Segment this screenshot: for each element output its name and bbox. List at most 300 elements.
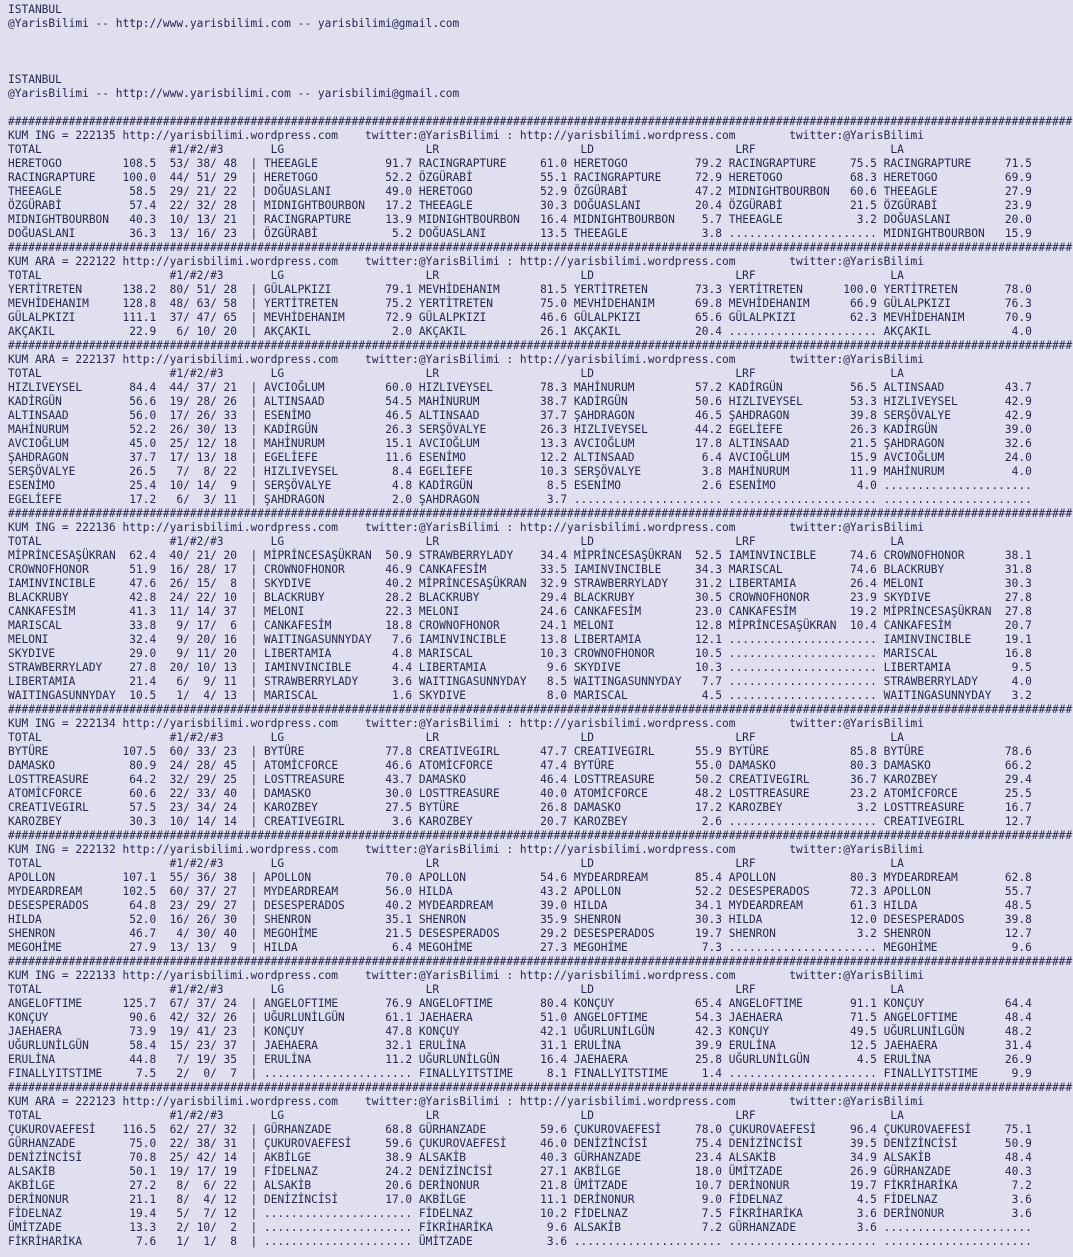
table-row — [8, 283, 1073, 297]
pipe-separator: | — [237, 619, 264, 632]
lg-cell: JAEHAERA 32.1 — [263, 1039, 419, 1052]
la-cell: FİDELNAZ 3.6 — [883, 1193, 1032, 1206]
section-separator: ############################################################################################################################################################## — [8, 115, 1073, 128]
total-cell: MELONI 32.4 — [8, 633, 157, 646]
total-cell: ANGELOFTIME 125.7 — [8, 997, 157, 1010]
record-cell: 60/ 33/ 23 — [156, 745, 238, 758]
lg-cell: GÜLALPKIZI 79.1 — [263, 283, 419, 296]
la-cell: ŞAHDRAGON 32.6 — [883, 437, 1032, 450]
lr-cell: JAEHAERA 51.0 — [418, 1011, 574, 1024]
la-cell: MİPRİNCESAŞÜKRAN 27.8 — [883, 605, 1032, 618]
section-header: KUM ARA = 222123 http://yarisbilimi.wordpress.com twitter:@YarisBilimi : http://yarisbilimi.wordpress.com twitter:@YarisBilimi — [8, 1095, 925, 1108]
table-row — [8, 1039, 1073, 1053]
record-cell: 10/ 13/ 21 — [156, 213, 238, 226]
la-cell: KAROZBEY 29.4 — [883, 773, 1032, 786]
pipe-separator: | — [237, 577, 264, 590]
pipe-separator: | — [237, 1179, 264, 1192]
lr-cell: ATOMİCFORCE 47.4 — [418, 759, 574, 772]
total-cell: DENİZİNCİSİ 70.8 — [8, 1151, 157, 1164]
la-cell: GÜLALPKIZI 76.3 — [883, 297, 1032, 310]
record-cell: 32/ 29/ 25 — [156, 773, 238, 786]
lrf-cell: ...................... — [728, 689, 884, 702]
lr-cell: ALTINSAAD 37.7 — [418, 409, 574, 422]
ld-cell: IAMINVINCIBLE 34.3 — [573, 563, 729, 576]
lr-cell: MİPRİNCESAŞÜKRAN 32.9 — [418, 577, 574, 590]
lr-cell: CREATIVEGIRL 47.7 — [418, 745, 574, 758]
table-row — [8, 577, 1073, 591]
lrf-cell: MARISCAL 74.6 — [728, 563, 884, 576]
ld-cell: MARISCAL 4.5 — [573, 689, 729, 702]
lrf-cell: ...................... — [728, 1067, 884, 1080]
lg-cell: UĞURLUNİLGÜN 61.1 — [263, 1011, 419, 1024]
pipe-separator: | — [237, 941, 264, 954]
lrf-cell: ...................... — [728, 661, 884, 674]
lrf-cell: MEVHİDEHANIM 66.9 — [728, 297, 884, 310]
total-cell: FİDELNAZ 19.4 — [8, 1207, 157, 1220]
column-header-row: TOTAL #1/#2/#3 LG LR LD LRF LA — [8, 269, 904, 282]
la-cell: IAMINVINCIBLE 19.1 — [883, 633, 1032, 646]
lrf-cell: LOSTTREASURE 23.2 — [728, 787, 884, 800]
section-header: KUM ARA = 222122 http://yarisbilimi.wordpress.com twitter:@YarisBilimi : http://yarisbilimi.wordpress.com twitter:@YarisBilimi — [8, 255, 925, 268]
lrf-cell: GÜRHANZADE 3.6 — [728, 1221, 884, 1234]
table-row — [8, 493, 1073, 507]
lr-cell: AVCIOĞLUM 13.3 — [418, 437, 574, 450]
record-cell: 26/ 15/ 8 — [156, 577, 238, 590]
lr-cell: FINALLYITSTIME 8.1 — [418, 1067, 574, 1080]
pipe-separator: | — [237, 675, 264, 688]
lg-cell: HILDA 6.4 — [263, 941, 419, 954]
total-cell: UĞURLUNİLGÜN 58.4 — [8, 1039, 157, 1052]
table-row — [8, 1123, 1073, 1137]
record-cell: 23/ 29/ 27 — [156, 899, 238, 912]
total-cell: LOSTTREASURE 64.2 — [8, 773, 157, 786]
total-cell: AKBİLGE 27.2 — [8, 1179, 157, 1192]
pipe-separator: | — [237, 885, 264, 898]
lrf-cell: MİPRİNCESAŞÜKRAN 10.4 — [728, 619, 884, 632]
pipe-separator: | — [237, 185, 264, 198]
lrf-cell: AVCIOĞLUM 15.9 — [728, 451, 884, 464]
lr-cell: ÇUKUROVAEFESİ 46.0 — [418, 1137, 574, 1150]
record-cell: 9/ 17/ 6 — [156, 619, 238, 632]
table-row — [8, 185, 1073, 199]
section-separator: ############################################################################################################################################################## — [8, 829, 1073, 842]
ld-cell: ÖZGÜRABİ 47.2 — [573, 185, 729, 198]
ld-cell: MIDNIGHTBOURBON 5.7 — [573, 213, 729, 226]
la-cell: ...................... — [883, 1221, 1032, 1234]
total-cell: AVCIOĞLUM 45.0 — [8, 437, 157, 450]
record-cell: 2/ 10/ 2 — [156, 1221, 238, 1234]
lr-cell: ALSAKİB 40.3 — [418, 1151, 574, 1164]
la-cell: ÖZGÜRABİ 23.9 — [883, 199, 1032, 212]
la-cell: KONÇUY 64.4 — [883, 997, 1032, 1010]
record-cell: 44/ 51/ 29 — [156, 171, 238, 184]
lg-cell: SHENRON 35.1 — [263, 913, 419, 926]
lg-cell: KONÇUY 47.8 — [263, 1025, 419, 1038]
table-row — [8, 773, 1073, 787]
lrf-cell: ...................... — [728, 815, 884, 828]
record-cell: 1/ 4/ 13 — [156, 689, 238, 702]
ld-cell: CROWNOFHONOR 10.5 — [573, 647, 729, 660]
section-header: KUM ING = 222134 http://yarisbilimi.wordpress.com twitter:@YarisBilimi : http://yarisbilimi.wordpress.com twitter:@YarisBilimi — [8, 717, 925, 730]
lrf-cell: ÇUKUROVAEFESİ 96.4 — [728, 1123, 884, 1136]
lrf-cell: FİKRİHARİKA 3.6 — [728, 1207, 884, 1220]
ld-cell: DESESPERADOS 19.7 — [573, 927, 729, 940]
total-cell: YERTİTRETEN 138.2 — [8, 283, 157, 296]
lg-cell: CROWNOFHONOR 46.9 — [263, 563, 419, 576]
record-cell: 24/ 22/ 10 — [156, 591, 238, 604]
pipe-separator: | — [237, 1039, 264, 1052]
pipe-separator: | — [237, 605, 264, 618]
la-cell: CROWNOFHONOR 38.1 — [883, 549, 1032, 562]
record-cell: 10/ 14/ 14 — [156, 815, 238, 828]
lr-cell: YERTİTRETEN 75.0 — [418, 297, 574, 310]
lg-cell: MARISCAL 1.6 — [263, 689, 419, 702]
ld-cell: ...................... — [573, 1235, 729, 1248]
table-row — [8, 451, 1073, 465]
lr-cell: AKBİLGE 11.1 — [418, 1193, 574, 1206]
table-row — [8, 997, 1073, 1011]
la-cell: MELONI 30.3 — [883, 577, 1032, 590]
lr-cell: UĞURLUNİLGÜN 16.4 — [418, 1053, 574, 1066]
lrf-cell: GÜLALPKIZI 62.3 — [728, 311, 884, 324]
pipe-separator: | — [237, 395, 264, 408]
lrf-cell: ÖZGÜRABİ 21.5 — [728, 199, 884, 212]
lg-cell: THEEAGLE 91.7 — [263, 157, 419, 170]
table-row — [8, 549, 1073, 563]
lr-cell: ESENİMO 12.2 — [418, 451, 574, 464]
total-cell: ATOMİCFORCE 60.6 — [8, 787, 157, 800]
total-cell: HIZLIVEYSEL 84.4 — [8, 381, 157, 394]
ld-cell: JAEHAERA 25.8 — [573, 1053, 729, 1066]
table-row — [8, 171, 1073, 185]
la-cell: STRAWBERRYLADY 4.0 — [883, 675, 1032, 688]
table-row — [8, 395, 1073, 409]
ld-cell: MELONI 12.8 — [573, 619, 729, 632]
lrf-cell: KAROZBEY 3.2 — [728, 801, 884, 814]
lg-cell: CREATIVEGIRL 3.6 — [263, 815, 419, 828]
lrf-cell: ALTINSAAD 21.5 — [728, 437, 884, 450]
total-cell: MEVHİDEHANIM 128.8 — [8, 297, 157, 310]
record-cell: 13/ 16/ 23 — [156, 227, 238, 240]
lrf-cell: CREATIVEGIRL 36.7 — [728, 773, 884, 786]
lg-cell: APOLLON 70.0 — [263, 871, 419, 884]
pipe-separator: | — [237, 773, 264, 786]
table-row — [8, 1053, 1073, 1067]
record-cell: 15/ 23/ 37 — [156, 1039, 238, 1052]
ld-cell: CREATIVEGIRL 55.9 — [573, 745, 729, 758]
lrf-cell: JAEHAERA 71.5 — [728, 1011, 884, 1024]
lrf-cell: SHENRON 3.2 — [728, 927, 884, 940]
table-row — [8, 591, 1073, 605]
record-cell: 7/ 8/ 22 — [156, 465, 238, 478]
record-cell: 20/ 10/ 13 — [156, 661, 238, 674]
table-row — [8, 157, 1073, 171]
ld-cell: ANGELOFTIME 54.3 — [573, 1011, 729, 1024]
record-cell: 17/ 13/ 18 — [156, 451, 238, 464]
lrf-cell: UĞURLUNİLGÜN 4.5 — [728, 1053, 884, 1066]
la-cell: BLACKRUBY 31.8 — [883, 563, 1032, 576]
letterhead-spacer — [8, 31, 1073, 73]
lg-cell: KAROZBEY 27.5 — [263, 801, 419, 814]
total-cell: MYDEARDREAM 102.5 — [8, 885, 157, 898]
la-cell: JAEHAERA 31.4 — [883, 1039, 1032, 1052]
lr-cell: HERETOGO 52.9 — [418, 185, 574, 198]
lrf-cell: ALSAKİB 34.9 — [728, 1151, 884, 1164]
total-cell: AKÇAKIL 22.9 — [8, 325, 157, 338]
la-cell: MARISCAL 16.8 — [883, 647, 1032, 660]
letterhead-contact: @YarisBilimi -- http://www.yarisbilimi.com -- yarisbilimi@gmail.com — [8, 17, 460, 30]
total-cell: DESESPERADOS 64.8 — [8, 899, 157, 912]
total-cell: THEEAGLE 58.5 — [8, 185, 157, 198]
lg-cell: ...................... — [263, 1207, 419, 1220]
table-row — [8, 941, 1073, 955]
la-cell: ANGELOFTIME 48.4 — [883, 1011, 1032, 1024]
la-cell: CREATIVEGIRL 12.7 — [883, 815, 1032, 828]
record-cell: 10/ 14/ 9 — [156, 479, 238, 492]
record-cell: 4/ 30/ 40 — [156, 927, 238, 940]
ld-cell: BYTÜRE 55.0 — [573, 759, 729, 772]
lg-cell: MELONI 22.3 — [263, 605, 419, 618]
table-row — [8, 465, 1073, 479]
la-cell: THEEAGLE 27.9 — [883, 185, 1032, 198]
record-cell: 11/ 14/ 37 — [156, 605, 238, 618]
la-cell: UĞURLUNİLGÜN 48.2 — [883, 1025, 1032, 1038]
lr-cell: APOLLON 54.6 — [418, 871, 574, 884]
record-cell: 16/ 28/ 17 — [156, 563, 238, 576]
lr-cell: BYTÜRE 26.8 — [418, 801, 574, 814]
lg-cell: ALSAKİB 20.6 — [263, 1179, 419, 1192]
lg-cell: ALTINSAAD 54.5 — [263, 395, 419, 408]
lr-cell: FİKRİHARİKA 9.6 — [418, 1221, 574, 1234]
table-row — [8, 745, 1073, 759]
lr-cell: MELONI 24.6 — [418, 605, 574, 618]
ld-cell: SKYDIVE 10.3 — [573, 661, 729, 674]
record-cell: 26/ 30/ 13 — [156, 423, 238, 436]
table-row — [8, 913, 1073, 927]
lrf-cell: EGELİEFE 26.3 — [728, 423, 884, 436]
lrf-cell: HERETOGO 68.3 — [728, 171, 884, 184]
table-row — [8, 479, 1073, 493]
total-cell: LIBERTAMIA 21.4 — [8, 675, 157, 688]
lg-cell: ERULİNA 11.2 — [263, 1053, 419, 1066]
total-cell: ÜMİTZADE 13.3 — [8, 1221, 157, 1234]
pipe-separator: | — [237, 171, 264, 184]
la-cell: KADİRGÜN 39.0 — [883, 423, 1032, 436]
total-cell: STRAWBERRYLADY 27.8 — [8, 661, 157, 674]
la-cell: HIZLIVEYSEL 42.9 — [883, 395, 1032, 408]
pipe-separator: | — [237, 1165, 264, 1178]
ld-cell: UĞURLUNİLGÜN 42.3 — [573, 1025, 729, 1038]
record-cell: 19/ 17/ 19 — [156, 1165, 238, 1178]
ld-cell: ÇUKUROVAEFESİ 78.0 — [573, 1123, 729, 1136]
table-row — [8, 1235, 1073, 1249]
table-row — [8, 1025, 1073, 1039]
section-header: KUM ING = 222136 http://yarisbilimi.wordpress.com twitter:@YarisBilimi : http://yarisbilimi.wordpress.com twitter:@YarisBilimi — [8, 521, 925, 534]
record-cell: 19/ 28/ 26 — [156, 395, 238, 408]
pipe-separator: | — [237, 1123, 264, 1136]
lr-cell: MARISCAL 10.3 — [418, 647, 574, 660]
ld-cell: AKBİLGE 18.0 — [573, 1165, 729, 1178]
pipe-separator: | — [237, 283, 264, 296]
lg-cell: MIDNIGHTBOURBON 17.2 — [263, 199, 419, 212]
la-cell: MEVHİDEHANIM 70.9 — [883, 311, 1032, 324]
record-cell: 37/ 47/ 65 — [156, 311, 238, 324]
lrf-cell: MYDEARDREAM 61.3 — [728, 899, 884, 912]
lg-cell: BLACKRUBY 28.2 — [263, 591, 419, 604]
report-body — [8, 115, 1073, 1249]
record-cell: 17/ 26/ 33 — [156, 409, 238, 422]
table-row — [8, 437, 1073, 451]
pipe-separator: | — [237, 409, 264, 422]
record-cell: 9/ 20/ 16 — [156, 633, 238, 646]
total-cell: FİKRİHARİKA 7.6 — [8, 1235, 157, 1248]
total-cell: EGELİEFE 17.2 — [8, 493, 157, 506]
la-cell: FINALLYITSTIME 9.9 — [883, 1067, 1032, 1080]
la-cell: WAITINGASUNNYDAY 3.2 — [883, 689, 1032, 702]
pipe-separator: | — [237, 871, 264, 884]
total-cell: CREATIVEGIRL 57.5 — [8, 801, 157, 814]
lr-cell: GÜLALPKIZI 46.6 — [418, 311, 574, 324]
lg-cell: LIBERTAMIA 4.8 — [263, 647, 419, 660]
lg-cell: SKYDIVE 40.2 — [263, 577, 419, 590]
lr-cell: WAITINGASUNNYDAY 8.5 — [418, 675, 574, 688]
lr-cell: ÜMİTZADE 3.6 — [418, 1235, 574, 1248]
lg-cell: HIZLIVEYSEL 8.4 — [263, 465, 419, 478]
lg-cell: ESENİMO 46.5 — [263, 409, 419, 422]
total-cell: DOĞUASLANI 36.3 — [8, 227, 157, 240]
pipe-separator: | — [237, 423, 264, 436]
section-header: KUM ARA = 222137 http://yarisbilimi.wordpress.com twitter:@YarisBilimi : http://yarisbilimi.wordpress.com twitter:@YarisBilimi — [8, 353, 925, 366]
lg-cell: DESESPERADOS 40.2 — [263, 899, 419, 912]
lrf-cell: ÜMİTZADE 26.9 — [728, 1165, 884, 1178]
la-cell: DAMASKO 66.2 — [883, 759, 1032, 772]
pipe-separator: | — [237, 479, 264, 492]
total-cell: ALTINSAAD 56.0 — [8, 409, 157, 422]
lrf-cell: LIBERTAMIA 26.4 — [728, 577, 884, 590]
column-header-row: TOTAL #1/#2/#3 LG LR LD LRF LA — [8, 143, 904, 156]
letterhead-location: ISTANBUL — [8, 73, 62, 86]
lrf-cell: HILDA 12.0 — [728, 913, 884, 926]
record-cell: 80/ 51/ 28 — [156, 283, 238, 296]
ld-cell: ERULİNA 39.9 — [573, 1039, 729, 1052]
lg-cell: ÇUKUROVAEFESİ 59.6 — [263, 1137, 419, 1150]
table-row — [8, 1137, 1073, 1151]
lr-cell: MIDNIGHTBOURBON 16.4 — [418, 213, 574, 226]
total-cell: MİPRİNCESAŞÜKRAN 62.4 — [8, 549, 157, 562]
lr-cell: KONÇUY 42.1 — [418, 1025, 574, 1038]
lrf-cell: ...................... — [728, 1235, 884, 1248]
lg-cell: ÖZGÜRABİ 5.2 — [263, 227, 419, 240]
total-cell: SERŞÖVALYE 26.5 — [8, 465, 157, 478]
record-cell: 44/ 37/ 21 — [156, 381, 238, 394]
lg-cell: MYDEARDREAM 56.0 — [263, 885, 419, 898]
table-row — [8, 409, 1073, 423]
lg-cell: MEVHİDEHANIM 72.9 — [263, 311, 419, 324]
section-header: KUM ING = 222132 http://yarisbilimi.wordpress.com twitter:@YarisBilimi : http://yarisbilimi.wordpress.com twitter:@YarisBilimi — [8, 843, 925, 856]
lg-cell: ŞAHDRAGON 2.0 — [263, 493, 419, 506]
ld-cell: DOĞUASLANI 20.4 — [573, 199, 729, 212]
lrf-cell: ...................... — [728, 325, 884, 338]
column-header-row: TOTAL #1/#2/#3 LG LR LD LRF LA — [8, 535, 904, 548]
table-row — [8, 325, 1073, 339]
pipe-separator: | — [237, 633, 264, 646]
lrf-cell: CANKAFESİM 19.2 — [728, 605, 884, 618]
total-cell: KADİRGÜN 56.6 — [8, 395, 157, 408]
table-row — [8, 759, 1073, 773]
lr-cell: CROWNOFHONOR 24.1 — [418, 619, 574, 632]
ld-cell: WAITINGASUNNYDAY 7.7 — [573, 675, 729, 688]
pipe-separator: | — [237, 647, 264, 660]
la-cell: DOĞUASLANI 20.0 — [883, 213, 1032, 226]
ld-cell: RACINGRAPTURE 72.9 — [573, 171, 729, 184]
record-cell: 25/ 12/ 18 — [156, 437, 238, 450]
record-cell: 2/ 0/ 7 — [156, 1067, 238, 1080]
table-row — [8, 1151, 1073, 1165]
total-cell: MIDNIGHTBOURBON 40.3 — [8, 213, 157, 226]
pipe-separator: | — [237, 465, 264, 478]
lr-cell: MYDEARDREAM 39.0 — [418, 899, 574, 912]
record-cell: 6/ 3/ 11 — [156, 493, 238, 506]
pipe-separator: | — [237, 1151, 264, 1164]
pipe-separator: | — [237, 661, 264, 674]
record-cell: 6/ 10/ 20 — [156, 325, 238, 338]
lrf-cell: MAHİNURUM 11.9 — [728, 465, 884, 478]
pipe-separator: | — [237, 759, 264, 772]
pipe-separator: | — [237, 591, 264, 604]
record-cell: 60/ 37/ 27 — [156, 885, 238, 898]
pipe-separator: | — [237, 437, 264, 450]
record-cell: 8/ 6/ 22 — [156, 1179, 238, 1192]
ld-cell: ESENİMO 2.6 — [573, 479, 729, 492]
table-row — [8, 1221, 1073, 1235]
la-cell: AVCIOĞLUM 24.0 — [883, 451, 1032, 464]
pipe-separator: | — [237, 199, 264, 212]
lg-cell: IAMINVINCIBLE 4.4 — [263, 661, 419, 674]
section-header: KUM ING = 222133 http://yarisbilimi.wordpress.com twitter:@YarisBilimi : http://yarisbilimi.wordpress.com twitter:@YarisBilimi — [8, 969, 925, 982]
table-row — [8, 619, 1073, 633]
la-cell: ATOMİCFORCE 25.5 — [883, 787, 1032, 800]
lr-cell: DENİZİNCİSİ 27.1 — [418, 1165, 574, 1178]
pipe-separator: | — [237, 927, 264, 940]
pipe-separator: | — [237, 1193, 264, 1206]
la-cell: ...................... — [883, 1235, 1032, 1248]
ld-cell: MİPRİNCESAŞÜKRAN 52.5 — [573, 549, 729, 562]
lg-cell: HERETOGO 52.2 — [263, 171, 419, 184]
lg-cell: ANGELOFTIME 76.9 — [263, 997, 419, 1010]
pipe-separator: | — [237, 493, 264, 506]
table-row — [8, 605, 1073, 619]
section-separator: ############################################################################################################################################################## — [8, 1081, 1073, 1094]
ld-cell: DAMASKO 17.2 — [573, 801, 729, 814]
la-cell: ERULİNA 26.9 — [883, 1053, 1032, 1066]
lr-cell: EGELİEFE 10.3 — [418, 465, 574, 478]
ld-cell: MYDEARDREAM 85.4 — [573, 871, 729, 884]
total-cell: MEGOHİME 27.9 — [8, 941, 157, 954]
table-row — [8, 227, 1073, 241]
lg-cell: MAHİNURUM 15.1 — [263, 437, 419, 450]
lr-cell: HIZLIVEYSEL 78.3 — [418, 381, 574, 394]
pipe-separator: | — [237, 549, 264, 562]
total-cell: GÜLALPKIZI 111.1 — [8, 311, 157, 324]
lr-cell: SHENRON 35.9 — [418, 913, 574, 926]
total-cell: BYTÜRE 107.5 — [8, 745, 157, 758]
lg-cell: ...................... — [263, 1235, 419, 1248]
total-cell: HILDA 52.0 — [8, 913, 157, 926]
ld-cell: KAROZBEY 2.6 — [573, 815, 729, 828]
lrf-cell: ANGELOFTIME 91.1 — [728, 997, 884, 1010]
pipe-separator: | — [237, 227, 264, 240]
lr-cell: FİDELNAZ 10.2 — [418, 1207, 574, 1220]
